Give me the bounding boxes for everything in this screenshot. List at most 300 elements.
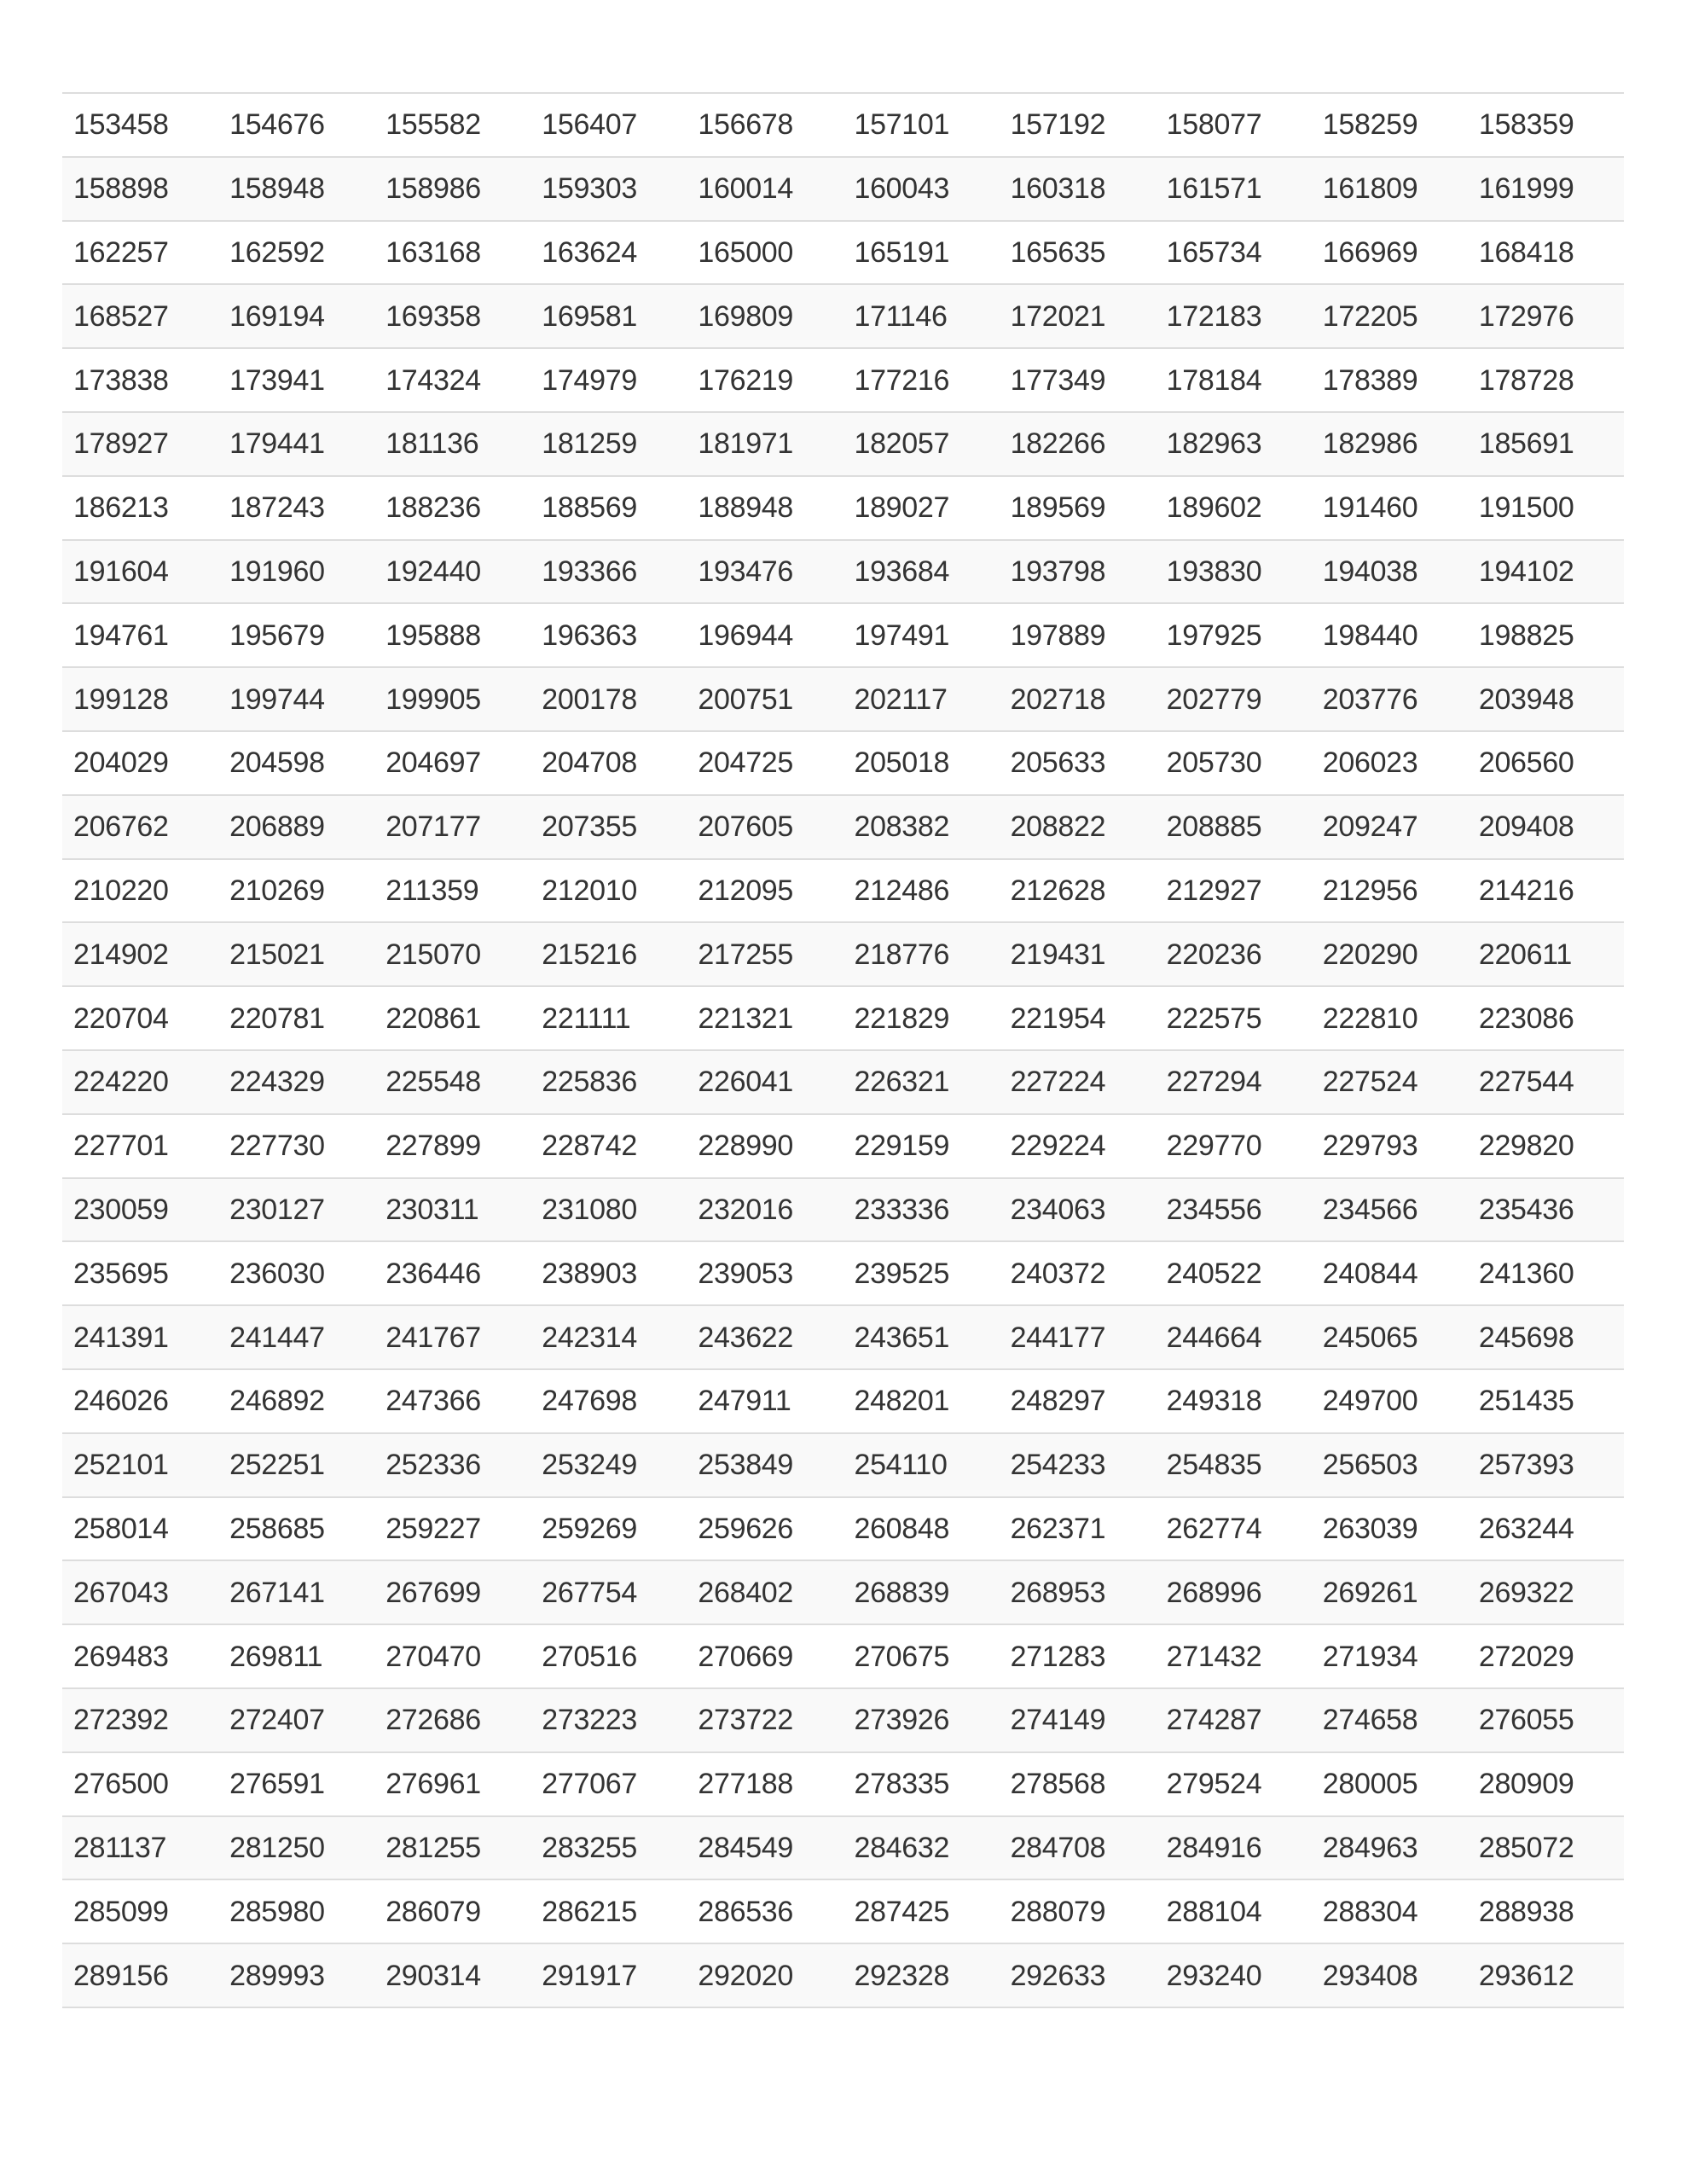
table-cell: 209247 [1312,795,1468,859]
table-cell: 200751 [687,667,843,731]
table-cell: 288104 [1156,1879,1312,1943]
table-cell: 284708 [1000,1816,1156,1880]
table-cell: 235695 [62,1241,218,1305]
table-cell: 289156 [62,1943,218,2007]
table-cell: 177216 [843,348,999,412]
table-cell: 205633 [1000,731,1156,795]
table-cell: 239053 [687,1241,843,1305]
table-cell: 276591 [218,1752,374,1816]
table-cell: 198825 [1468,603,1624,667]
table-cell: 239525 [843,1241,999,1305]
table-cell: 165734 [1156,221,1312,285]
table-cell: 212956 [1312,859,1468,923]
table-cell: 162257 [62,221,218,285]
table-cell: 254233 [1000,1433,1156,1497]
table-cell: 227524 [1312,1050,1468,1114]
table-cell: 203776 [1312,667,1468,731]
table-cell: 219431 [1000,922,1156,986]
table-cell: 249700 [1312,1369,1468,1433]
table-cell: 189602 [1156,476,1312,540]
table-cell: 204598 [218,731,374,795]
table-cell: 245065 [1312,1305,1468,1369]
table-cell: 229770 [1156,1114,1312,1178]
table-cell: 166969 [1312,221,1468,285]
table-cell: 161999 [1468,157,1624,221]
table-cell: 172183 [1156,284,1312,348]
table-cell: 274149 [1000,1688,1156,1752]
table-row [62,1879,1624,1943]
table-cell: 269811 [218,1624,374,1688]
table-cell: 158259 [1312,93,1468,157]
table-cell: 258014 [62,1497,218,1561]
table-cell: 191500 [1468,476,1624,540]
table-cell: 246026 [62,1369,218,1433]
table-cell: 289993 [218,1943,374,2007]
table-cell: 163624 [530,221,687,285]
table-cell: 174979 [530,348,687,412]
table-cell: 204708 [530,731,687,795]
table-cell: 204725 [687,731,843,795]
table-cell: 212486 [843,859,999,923]
table-cell: 236446 [374,1241,530,1305]
table-cell: 193476 [687,540,843,604]
table-cell: 254835 [1156,1433,1312,1497]
table-cell: 284963 [1312,1816,1468,1880]
table-cell: 173838 [62,348,218,412]
table-cell: 171146 [843,284,999,348]
table-row [62,859,1624,923]
table-cell: 194761 [62,603,218,667]
table-cell: 252101 [62,1433,218,1497]
table-cell: 215070 [374,922,530,986]
table-cell: 243651 [843,1305,999,1369]
table-cell: 220611 [1468,922,1624,986]
table-cell: 269483 [62,1624,218,1688]
table-cell: 225836 [530,1050,687,1114]
table-cell: 177349 [1000,348,1156,412]
table-cell: 227224 [1000,1050,1156,1114]
table-row [62,1752,1624,1816]
table-cell: 189027 [843,476,999,540]
table-cell: 193366 [530,540,687,604]
table-cell: 284916 [1156,1816,1312,1880]
table-cell: 172976 [1468,284,1624,348]
table-row [62,1816,1624,1880]
table-cell: 158986 [374,157,530,221]
table-cell: 259227 [374,1497,530,1561]
table-cell: 158359 [1468,93,1624,157]
table-cell: 221111 [530,986,687,1050]
table-cell: 212927 [1156,859,1312,923]
table-cell: 187243 [218,476,374,540]
table-cell: 193684 [843,540,999,604]
table-cell: 253249 [530,1433,687,1497]
table-cell: 256503 [1312,1433,1468,1497]
table-cell: 292633 [1000,1943,1156,2007]
table-cell: 169581 [530,284,687,348]
table-cell: 262774 [1156,1497,1312,1561]
table-cell: 277188 [687,1752,843,1816]
table-cell: 169194 [218,284,374,348]
number-table-body [62,93,1624,2007]
table-cell: 181259 [530,412,687,476]
table-cell: 160014 [687,157,843,221]
table-cell: 191960 [218,540,374,604]
table-cell: 280005 [1312,1752,1468,1816]
table-row [62,667,1624,731]
table-cell: 193798 [1000,540,1156,604]
table-cell: 286079 [374,1879,530,1943]
table-cell: 204697 [374,731,530,795]
table-cell: 221829 [843,986,999,1050]
table-cell: 259626 [687,1497,843,1561]
table-cell: 178184 [1156,348,1312,412]
table-cell: 217255 [687,922,843,986]
table-cell: 286215 [530,1879,687,1943]
table-cell: 277067 [530,1752,687,1816]
table-cell: 225548 [374,1050,530,1114]
table-row [62,221,1624,285]
table-cell: 210220 [62,859,218,923]
table-cell: 191604 [62,540,218,604]
table-row [62,1943,1624,2007]
table-cell: 244177 [1000,1305,1156,1369]
table-cell: 197925 [1156,603,1312,667]
table-cell: 159303 [530,157,687,221]
table-cell: 233336 [843,1178,999,1242]
table-cell: 247698 [530,1369,687,1433]
table-cell: 220236 [1156,922,1312,986]
table-cell: 262371 [1000,1497,1156,1561]
table-cell: 206023 [1312,731,1468,795]
table-cell: 195679 [218,603,374,667]
table-cell: 271934 [1312,1624,1468,1688]
table-cell: 161571 [1156,157,1312,221]
table-cell: 292020 [687,1943,843,2007]
table-cell: 156407 [530,93,687,157]
table-cell: 227730 [218,1114,374,1178]
table-cell: 240372 [1000,1241,1156,1305]
table-cell: 206762 [62,795,218,859]
table-cell: 176219 [687,348,843,412]
table-cell: 241360 [1468,1241,1624,1305]
table-cell: 260848 [843,1497,999,1561]
table-cell: 200178 [530,667,687,731]
table-row [62,157,1624,221]
table-row [62,1497,1624,1561]
table-cell: 221954 [1000,986,1156,1050]
table-cell: 244664 [1156,1305,1312,1369]
table-cell: 267754 [530,1560,687,1624]
table-cell: 272407 [218,1688,374,1752]
table-cell: 229159 [843,1114,999,1178]
table-cell: 197491 [843,603,999,667]
table-cell: 234063 [1000,1178,1156,1242]
table-row [62,476,1624,540]
table-cell: 283255 [530,1816,687,1880]
table-cell: 169809 [687,284,843,348]
table-cell: 288304 [1312,1879,1468,1943]
table-cell: 194038 [1312,540,1468,604]
table-cell: 269261 [1312,1560,1468,1624]
table-cell: 251435 [1468,1369,1624,1433]
table-cell: 220861 [374,986,530,1050]
table-cell: 259269 [530,1497,687,1561]
table-cell: 270675 [843,1624,999,1688]
table-cell: 273722 [687,1688,843,1752]
table-cell: 268839 [843,1560,999,1624]
table-cell: 285072 [1468,1816,1624,1880]
table-cell: 293240 [1156,1943,1312,2007]
table-cell: 214216 [1468,859,1624,923]
table-cell: 226041 [687,1050,843,1114]
table-cell: 245698 [1468,1305,1624,1369]
table-cell: 268996 [1156,1560,1312,1624]
table-row [62,1305,1624,1369]
table-cell: 178728 [1468,348,1624,412]
table-cell: 286536 [687,1879,843,1943]
table-cell: 228742 [530,1114,687,1178]
table-cell: 199128 [62,667,218,731]
table-cell: 173941 [218,348,374,412]
table-cell: 193830 [1156,540,1312,604]
table-row [62,348,1624,412]
table-row [62,93,1624,157]
table-cell: 248201 [843,1369,999,1433]
table-cell: 204029 [62,731,218,795]
table-cell: 181971 [687,412,843,476]
table-cell: 271283 [1000,1624,1156,1688]
table-cell: 220290 [1312,922,1468,986]
table-cell: 157101 [843,93,999,157]
table-cell: 179441 [218,412,374,476]
table-cell: 182986 [1312,412,1468,476]
table-cell: 182266 [1000,412,1156,476]
table-row [62,1050,1624,1114]
table-cell: 205018 [843,731,999,795]
table-cell: 188236 [374,476,530,540]
table-cell: 196363 [530,603,687,667]
table-cell: 208885 [1156,795,1312,859]
table-cell: 196944 [687,603,843,667]
table-cell: 227544 [1468,1050,1624,1114]
table-cell: 290314 [374,1943,530,2007]
table-cell: 185691 [1468,412,1624,476]
table-cell: 229224 [1000,1114,1156,1178]
table-cell: 207177 [374,795,530,859]
table-cell: 206889 [218,795,374,859]
table-cell: 153458 [62,93,218,157]
table-cell: 276055 [1468,1688,1624,1752]
table-cell: 208822 [1000,795,1156,859]
table-cell: 212628 [1000,859,1156,923]
table-cell: 163168 [374,221,530,285]
table-row [62,284,1624,348]
table-cell: 236030 [218,1241,374,1305]
table-cell: 165635 [1000,221,1156,285]
table-cell: 288079 [1000,1879,1156,1943]
table-cell: 234566 [1312,1178,1468,1242]
table-cell: 168527 [62,284,218,348]
table-row [62,1624,1624,1688]
table-cell: 241767 [374,1305,530,1369]
table-cell: 267043 [62,1560,218,1624]
table-cell: 223086 [1468,986,1624,1050]
table-cell: 186213 [62,476,218,540]
table-row [62,986,1624,1050]
table-row [62,540,1624,604]
table-row [62,1178,1624,1242]
table-cell: 194102 [1468,540,1624,604]
table-cell: 240522 [1156,1241,1312,1305]
table-cell: 188948 [687,476,843,540]
table-cell: 214902 [62,922,218,986]
table-cell: 278335 [843,1752,999,1816]
table-cell: 232016 [687,1178,843,1242]
table-row [62,795,1624,859]
table-cell: 230127 [218,1178,374,1242]
table-cell: 220704 [62,986,218,1050]
table-row [62,603,1624,667]
table-cell: 202718 [1000,667,1156,731]
table-cell: 281250 [218,1816,374,1880]
table-cell: 192440 [374,540,530,604]
table-cell: 270516 [530,1624,687,1688]
table-cell: 165000 [687,221,843,285]
table-row [62,1560,1624,1624]
table-cell: 246892 [218,1369,374,1433]
table-cell: 272392 [62,1688,218,1752]
table-cell: 160043 [843,157,999,221]
table-cell: 178927 [62,412,218,476]
number-table [62,92,1624,2008]
table-cell: 257393 [1468,1433,1624,1497]
table-cell: 270470 [374,1624,530,1688]
table-row [62,412,1624,476]
table-cell: 242314 [530,1305,687,1369]
table-cell: 178389 [1312,348,1468,412]
table-cell: 238903 [530,1241,687,1305]
table-cell: 188569 [530,476,687,540]
table-cell: 252251 [218,1433,374,1497]
table-cell: 208382 [843,795,999,859]
table-cell: 156678 [687,93,843,157]
table-cell: 285099 [62,1879,218,1943]
table-cell: 271432 [1156,1624,1312,1688]
table-cell: 227701 [62,1114,218,1178]
table-cell: 241391 [62,1305,218,1369]
table-cell: 155582 [374,93,530,157]
table-cell: 158898 [62,157,218,221]
table-cell: 291917 [530,1943,687,2007]
table-cell: 272029 [1468,1624,1624,1688]
table-cell: 249318 [1156,1369,1312,1433]
table-cell: 157192 [1000,93,1156,157]
table-cell: 215216 [530,922,687,986]
table-cell: 276961 [374,1752,530,1816]
table-cell: 221321 [687,986,843,1050]
table-cell: 154676 [218,93,374,157]
table-cell: 226321 [843,1050,999,1114]
table-row [62,1114,1624,1178]
table-cell: 218776 [843,922,999,986]
table-cell: 252336 [374,1433,530,1497]
table-cell: 215021 [218,922,374,986]
table-cell: 229793 [1312,1114,1468,1178]
table-cell: 268402 [687,1560,843,1624]
table-cell: 281137 [62,1816,218,1880]
table-cell: 279524 [1156,1752,1312,1816]
table-cell: 224220 [62,1050,218,1114]
table-cell: 235436 [1468,1178,1624,1242]
table-cell: 227294 [1156,1050,1312,1114]
table-cell: 241447 [218,1305,374,1369]
table-cell: 212095 [687,859,843,923]
table-cell: 209408 [1468,795,1624,859]
table-cell: 202779 [1156,667,1312,731]
table-cell: 172021 [1000,284,1156,348]
table-cell: 270669 [687,1624,843,1688]
table-cell: 230059 [62,1178,218,1242]
table-cell: 278568 [1000,1752,1156,1816]
table-cell: 293408 [1312,1943,1468,2007]
table-row [62,1433,1624,1497]
table-cell: 231080 [530,1178,687,1242]
table-cell: 243622 [687,1305,843,1369]
table-cell: 198440 [1312,603,1468,667]
table-cell: 254110 [843,1433,999,1497]
table-cell: 158077 [1156,93,1312,157]
table-cell: 222810 [1312,986,1468,1050]
table-cell: 181136 [374,412,530,476]
table-cell: 284632 [843,1816,999,1880]
table-cell: 224329 [218,1050,374,1114]
table-cell: 263039 [1312,1497,1468,1561]
table-cell: 274658 [1312,1688,1468,1752]
table-row [62,1241,1624,1305]
table-cell: 253849 [687,1433,843,1497]
table-cell: 274287 [1156,1688,1312,1752]
table-cell: 191460 [1312,476,1468,540]
table-cell: 285980 [218,1879,374,1943]
table-cell: 206560 [1468,731,1624,795]
table-cell: 182963 [1156,412,1312,476]
table-cell: 168418 [1468,221,1624,285]
table-cell: 172205 [1312,284,1468,348]
table-cell: 284549 [687,1816,843,1880]
table-cell: 228990 [687,1114,843,1178]
table-cell: 273926 [843,1688,999,1752]
table-cell: 207355 [530,795,687,859]
table-cell: 158948 [218,157,374,221]
table-cell: 258685 [218,1497,374,1561]
table-cell: 267141 [218,1560,374,1624]
table-cell: 269322 [1468,1560,1624,1624]
table-cell: 189569 [1000,476,1156,540]
table-cell: 211359 [374,859,530,923]
table-cell: 287425 [843,1879,999,1943]
table-cell: 272686 [374,1688,530,1752]
table-cell: 182057 [843,412,999,476]
table-cell: 210269 [218,859,374,923]
page-content [62,92,1624,2008]
table-cell: 161809 [1312,157,1468,221]
table-cell: 199744 [218,667,374,731]
table-cell: 205730 [1156,731,1312,795]
table-row [62,1688,1624,1752]
table-cell: 169358 [374,284,530,348]
table-cell: 248297 [1000,1369,1156,1433]
